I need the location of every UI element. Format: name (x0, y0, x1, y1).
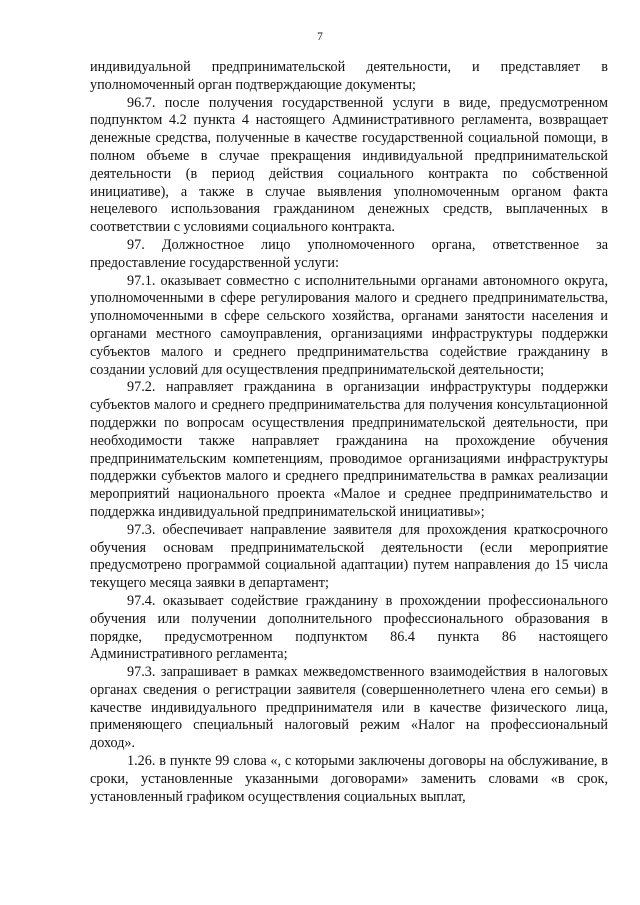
paragraph-97-3-training: 97.3. обеспечивает направление заявителя для прохождения краткосрочного обучения основам предпринимательской деятельности (если мероприятие предусмотрено программой социальной адаптации) путем направления до 15 числа текущего месяца заявки в департамент; (90, 521, 608, 592)
document-body (90, 59, 608, 806)
paragraph-continuation: индивидуальной предпринимательской деятельности, и представляет в уполномоченный орган подтверждающие документы; (90, 59, 608, 93)
paragraph-96-7: 96.7. после получения государственной услуги в виде, предусмотренном подпунктом 4.2 пункта 4 настоящего Административного регламента, возвращает денежные средства, полученные в качестве государственной социальной помощи, в полном объеме в случае прекращения индивидуальной предпринимательской деятельности (в период действия социального контракта по собственной инициативе), а также в случае выявления уполномоченным органом факта нецелевого использования гражданином денежных средств, выплаченных в соответствии с условиями социального контракта. (90, 94, 608, 236)
paragraph-97-2: 97.2. направляет гражданина в организации инфраструктуры поддержки субъектов малого и среднего предпринимательства для получения консультационной поддержки по вопросам осуществления предпринимательской деятельности, при необходимости также направляет гражданина на прохождение обучения предпринимательским компетенциям, проводимое организациями инфраструктуры поддержки субъектов малого и среднего предпринимательства в рамках реализации мероприятий национального проекта «Малое и среднее предпринимательство и поддержка индивидуальной предпринимательской инициативы»; (90, 379, 608, 520)
paragraph-97-1: 97.1. оказывает совместно с исполнительными органами автономного округа, уполномоченными в сфере регулирования малого и среднего предпринимательства, уполномоченными в сфере сельского хозяйства, органами занятости населения и органами местного самоуправления, организациями инфраструктуры поддержки субъектов малого и среднего предпринимательства содействие гражданину в создании условий для осуществления предпринимательской деятельности; (90, 272, 608, 378)
paragraph-97-3-request: 97.3. запрашивает в рамках межведомственного взаимодействия в налоговых органах сведения о регистрации заявителя (совершеннолетнего члена его семьи) в качестве индивидуального предпринимателя или в качестве физического лица, применяющего специальный налоговый режим «Налог на профессиональный доход». (90, 664, 608, 752)
paragraph-97: 97. Должностное лицо уполномоченного органа, ответственное за предоставление государственной услуги: (90, 236, 608, 271)
paragraph-1-26: 1.26. в пункте 99 слова «, с которыми заключены договоры на обслуживание, в сроки, установленные указанными договорами» заменить словами «в срок, установленный графиком осуществления социальных выплат, (90, 753, 608, 805)
paragraph-97-4: 97.4. оказывает содействие гражданину в прохождении профессионального обучения или получении дополнительного профессионального образования в порядке, предусмотренном подпунктом 86.4 пункта 86 настоящего Административного регламента; (90, 592, 608, 663)
page-number: 7 (317, 31, 323, 43)
